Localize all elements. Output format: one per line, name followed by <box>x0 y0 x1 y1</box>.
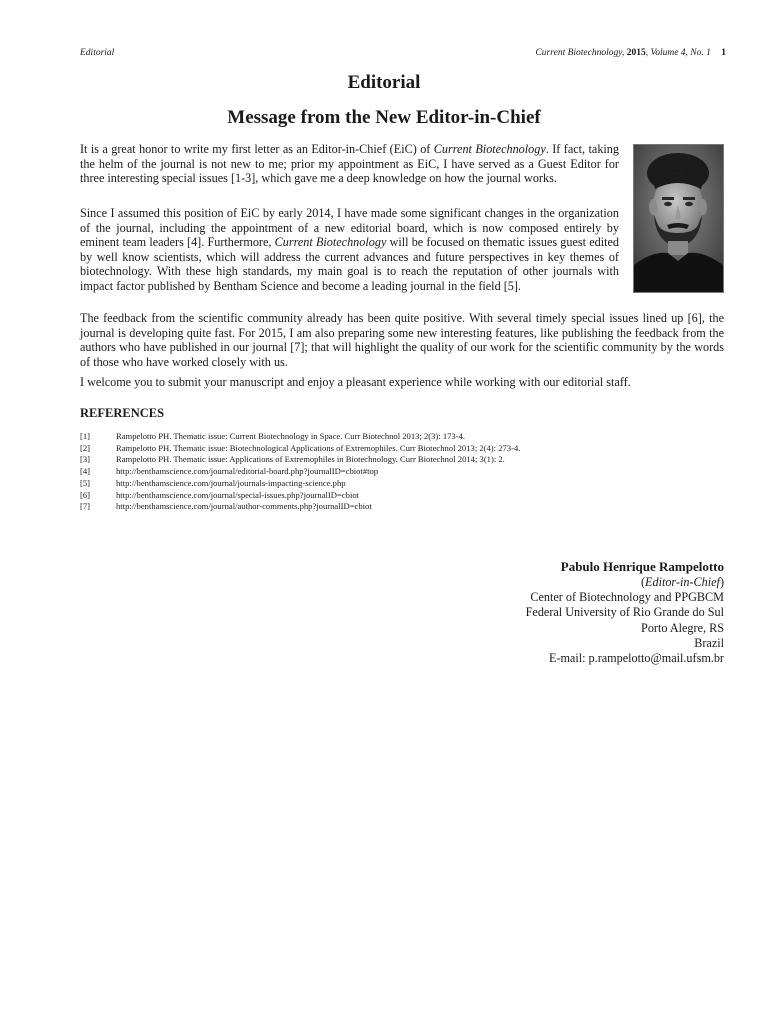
author-email[interactable]: E-mail: p.rampelotto@mail.ufsm.br <box>548 651 724 666</box>
affiliation-line: Brazil <box>694 635 724 650</box>
reference-item: [5] http://benthamscience.com/journal/journals-impacting-science.php <box>80 477 346 488</box>
journal-year: 2015 <box>626 48 646 58</box>
paragraph-1: It is a great honor to write my first letter as an Editor-in-Chief (EiC) of Current Biotechnology. If fact, taking the helm of the journal is not new to me; prior my appointment as EiC, I have served as a Guest Editor for three interesting special issues [1-3], which gave me a deep knowledge on how the journal works. <box>80 142 619 186</box>
reference-link[interactable]: http://benthamscience.com/journal/editorial-board.php?journalID=cbiot#top <box>116 466 379 477</box>
journal-volume: , Volume 4, No. 1 <box>645 48 711 58</box>
reference-item: [4] http://benthamscience.com/journal/editorial-board.php?journalID=cbiot#top <box>80 466 379 477</box>
running-header-left: Editorial <box>80 48 115 58</box>
page-number: 1 <box>721 48 726 58</box>
paragraph-2: Since I assumed this position of EiC by early 2014, I have made some significant changes in the organization of the journal, including the appointment of a new editorial board, which is now composed entirely by eminent team leaders [4]. Furthermore, Current Biotechnology will be focused on thematic issues guest edited by well know scientists, which will address the current advances and future perspectives in key themes of biotechnology. With these high standards, my main goal is to reach the reputation of other journals with impact factor published by Bentham Science and become a leading journal in the field [5]. <box>80 206 619 293</box>
affiliation-line: Porto Alegre, RS <box>641 620 724 635</box>
reference-item: [1] Rampelotto PH. Thematic issue: Current Biotechnology in Space. Curr Biotechnol 2013; 2(3): 173-4. <box>80 431 466 441</box>
paragraph-3: The feedback from the scientific community already has been quite positive. With several timely special issues lined up [6], the journal is developing quite fast. For 2015, I am also preparing some new interesting features, like publishing the feedback from the authors who have published in our journal [7]; that will highlight the quality of our work for the scientific community by the words of those who have worked closely with us. <box>80 311 724 369</box>
affiliation-line: Center of Biotechnology and PPGBCM <box>530 590 724 605</box>
running-header-right <box>535 48 726 58</box>
references-heading: REFERENCES <box>80 406 165 420</box>
affiliation-line: Federal University of Rio Grande do Sul <box>525 605 724 620</box>
references-list <box>80 431 730 513</box>
author-photo <box>633 144 724 293</box>
reference-link[interactable]: http://benthamscience.com/journal/author-comments.php?journalID=cbiot <box>116 501 372 512</box>
reference-item: [7] http://benthamscience.com/journal/author-comments.php?journalID=cbiot <box>80 501 372 512</box>
journal-name: Current Biotechnology, <box>535 48 625 58</box>
reference-item: [2] Rampelotto PH. Thematic issue: Biotechnological Applications of Extremophiles. Curr Biotechnol 2013; 2(4): 273-4. <box>80 442 521 453</box>
author-signature <box>526 558 724 666</box>
reference-link[interactable]: http://benthamscience.com/journal/journals-impacting-science.php <box>116 477 346 488</box>
paragraph-4: I welcome you to submit your manuscript and enjoy a pleasant experience while working with our editorial staff. <box>80 375 631 389</box>
reference-item: [6] http://benthamscience.com/journal/special-issues.php?journalID=cbiot <box>80 489 360 500</box>
reference-link[interactable]: http://benthamscience.com/journal/special-issues.php?journalID=cbiot <box>116 489 360 500</box>
article-type-title: Editorial <box>347 72 421 93</box>
article-title: Message from the New Editor-in-Chief <box>227 107 541 128</box>
author-role: (Editor-in-Chief) <box>640 575 724 589</box>
reference-item: [3] Rampelotto PH. Thematic issue: Applications of Extremophiles in Biotechnology. Curr Biotechnol 2014; 3(1): 2. <box>80 454 505 465</box>
author-name: Pabulo Henrique Rampelotto <box>560 559 724 574</box>
